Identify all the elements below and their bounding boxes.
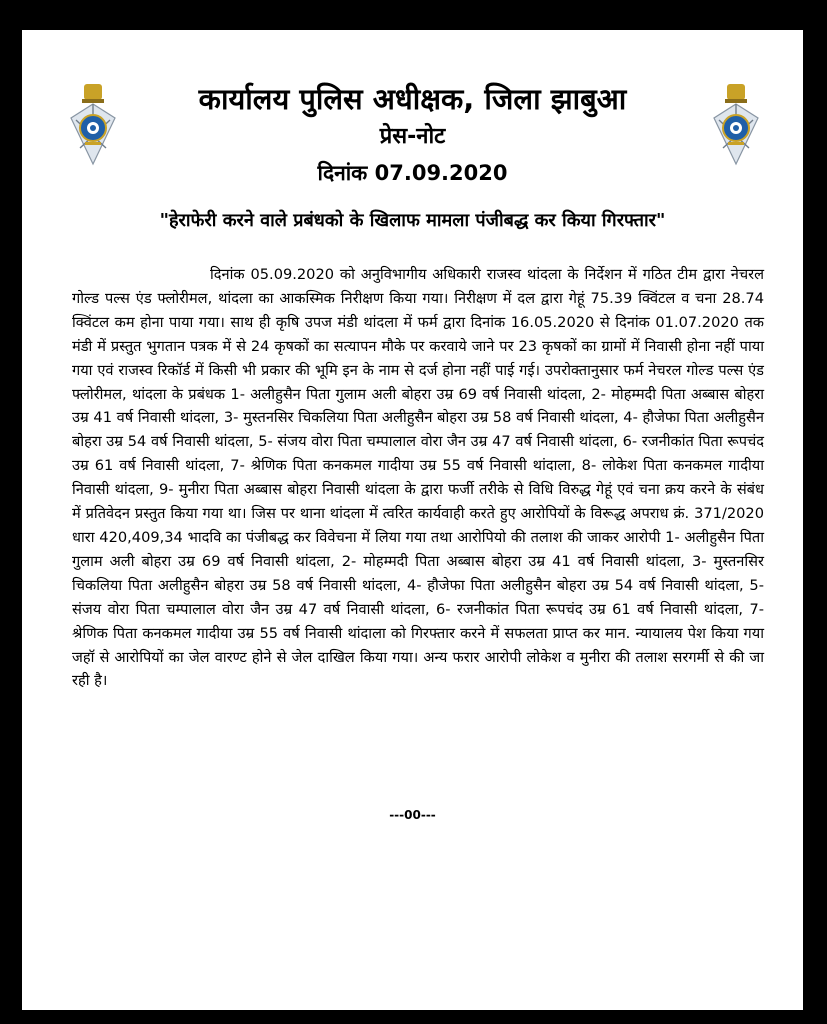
date-label: दिनांक [317, 161, 368, 185]
closing-mark: ---00--- [389, 808, 436, 822]
press-note-page [22, 30, 803, 1010]
headline: "हेराफेरी करने वाले प्रबंधको के खिलाफ मामला पंजीबद्ध कर किया गिरफ्तार" [159, 210, 666, 231]
office-title: कार्यालय पुलिस अधीक्षक, जिला झाबुआ [198, 82, 627, 116]
document-type: प्रेस-नोट [379, 124, 446, 149]
date-value: 07.09.2020 [374, 161, 508, 185]
press-note-date [22, 158, 803, 188]
body-paragraph: दिनांक 05.09.2020 को अनुविभागीय अधिकारी राजस्व थांदला के निर्देशन में गठित टीम द्वारा नेचरल गोल्ड पल्स एंड फ्लोरीमल, थांदला का आकस्मिक निरीक्षण किया गया। निरीक्षण में दल द्वारा गेहूं 75.39 क्विंटल व चना 28.74 क्विंटल कम होना पाया गया। साथ ही कृषि उपज मंडी थांदला में फर्म द्वारा दिनांक 16.05.2020 से दिनांक 01.07.2020 तक मंडी में प्रस्तुत भुगतान पत्रक में से 24 कृषकों का सत्यापन मौके पर करवाये जाने पर 23 कृषकों का ग्रामों में निवासी होना नहीं पाया गया एवं राजस्व रिकॉर्ड में किसी भी प्रकार की भूमि इन के नाम से दर्ज होना नहीं पाई गई। उपरोक्तानुसार फर्म नेचरल गोल्ड पल्स एंड फ्लोरीमल, थांदला के प्रबंधक 1- अलीहुसैन पिता गुलाम अली बोहरा उम्र 69 वर्ष निवासी थांदला, 2- मोहम्मदी पिता अब्बास बोहरा उम्र 41 वर्ष निवासी थांदला, 3- मुस्तनसिर चिकलिया पिता अलीहुसैन बोहरा उम्र 58 वर्ष निवासी थांदला, 4- हौजेफा पिता अलीहुसैन बोहरा उम्र 54 वर्ष निवासी थांदला, 5- संजय वोरा पिता चम्पालाल वोरा जैन उम्र 47 वर्ष निवासी थांदला, 6- रजनीकांत पिता रूपचंद उम्र 61 वर्ष निवासी थांदला, 7- श्रेणिक पिता कनकमल गादीया उम्र 55 वर्ष निवासी थांदाला, 8- लोकेश पिता कनकमल गादीया निवासी थांदला, 9- मुनीरा पिता अब्बास बोहरा निवासी थांदला के द्वारा फर्जी तरीके से विधि विरुद्ध गेहूं एवं चना क्रय करने के संबंध में प्रतिवेदन प्रस्तुत किया गया था। जिस पर थाना थांदला में त्वरित कार्यवाही करते हुए आरोपियों के विरूद्ध अपराध क्रं. 371/2020 धारा 420,409,34 भादवि का पंजीबद्ध कर विवेचना में लिया गया तथा आरोपियो की तलाश की जाकर आरोपी 1- अलीहुसैन पिता गुलाम अली बोहरा उम्र 69 वर्ष निवासी थांदला, 2- मोहम्मदी पिता अब्बास बोहरा उम्र 41 वर्ष निवासी थांदला, 3- मुस्तनसिर चिकलिया पिता अलीहुसैन बोहरा उम्र 58 वर्ष निवासी थांदला, 4- हौजेफा पिता अलीहुसैन बोहरा उम्र 54 वर्ष निवासी थांदला, 5- संजय वोरा पिता चम्पालाल वोरा जैन उम्र 47 वर्ष निवासी थांदला, 6- रजनीकांत पिता रूपचंद उम्र 61 वर्ष निवासी थांदला, 7- श्रेणिक पिता कनकमल गादीया उम्र 55 वर्ष निवासी थांदाला को गिरफ्तार करने में सफलता प्राप्त कर मान. न्यायालय पेश किया गया जहॉ से आरोपियों का जेल वारण्ट होने से जेल दाखिल किया गया। अन्य फरार आरोपी लोकेश व मुनीरा की तलाश सरगर्मी से की जा रही है। [72, 266, 764, 690]
